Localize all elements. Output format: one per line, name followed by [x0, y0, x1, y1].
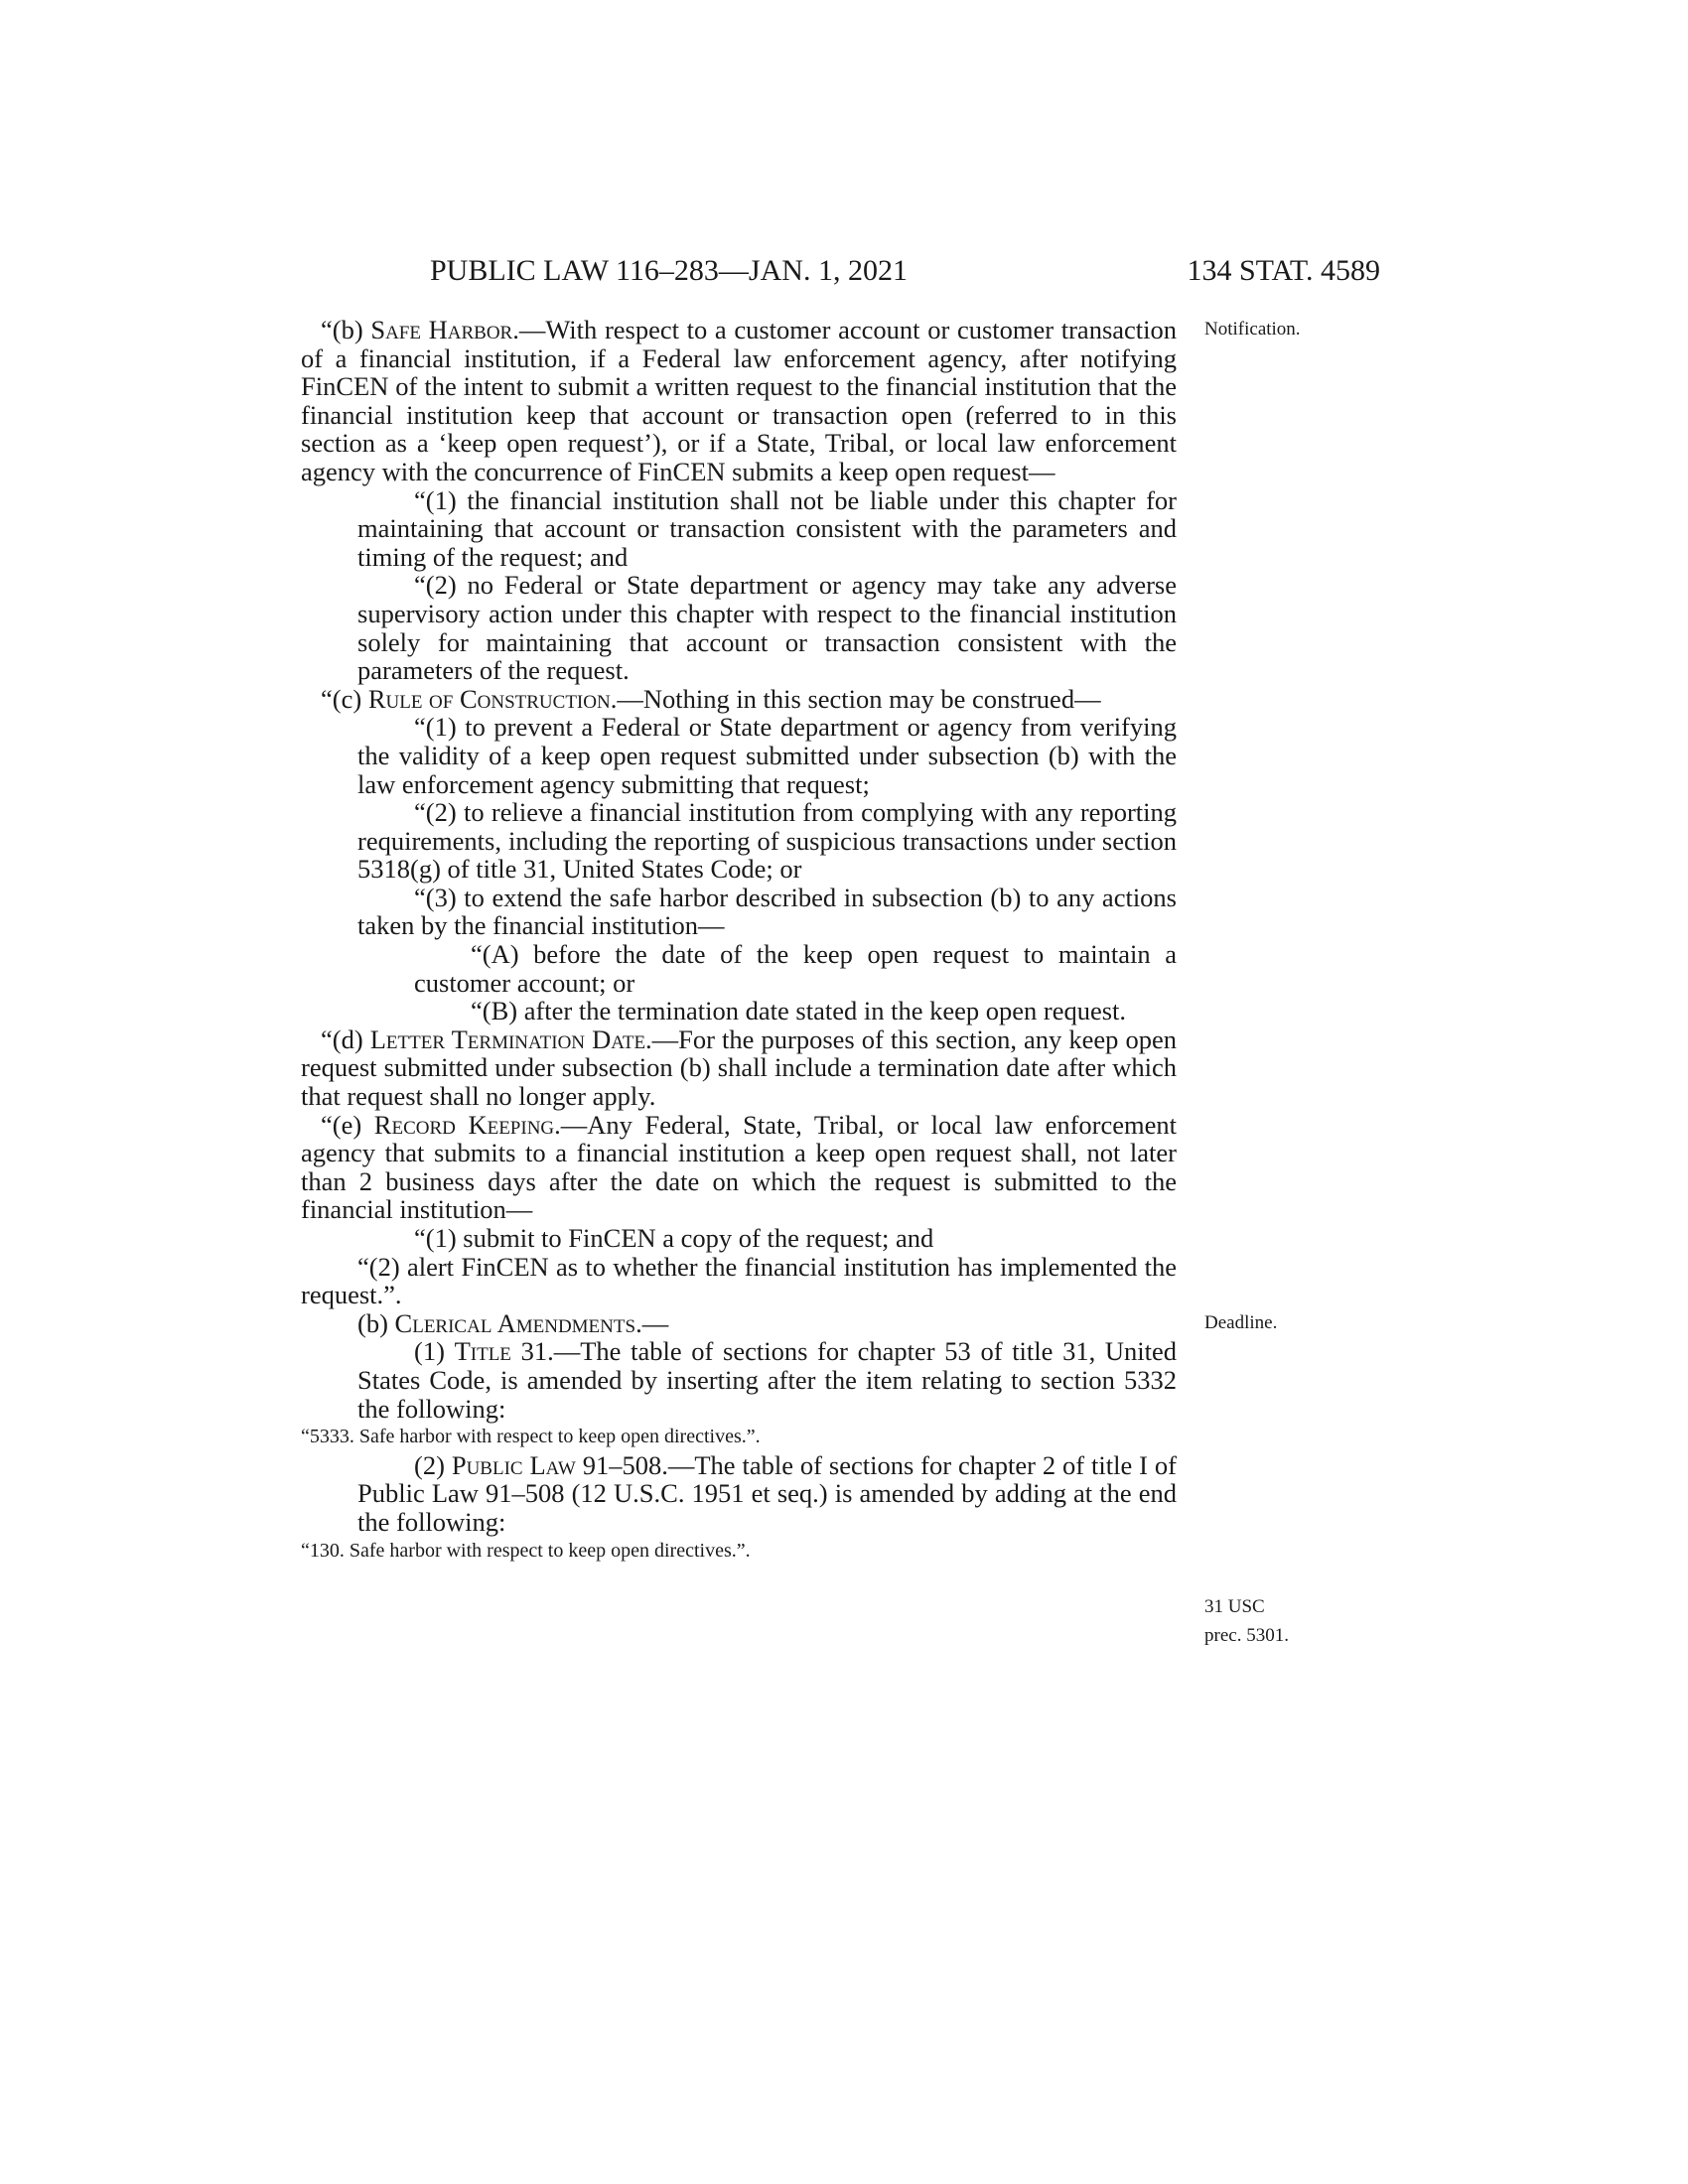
- paragraph-title-31: (1) Title 31.—The table of sections for chapter 53 of title 31, United States Code, is amended by inserting after the item relating to section 5332 the following:: [357, 1336, 1177, 1424]
- toc-entry-5333: “5333. Safe harbor with respect to keep open directives.”.: [301, 1426, 761, 1448]
- paragraph-c1: “(1) to prevent a Federal or State department or agency from verifying the validity of a keep open request submitted under subsection (b) with the law enforcement agency submitting that request;: [357, 712, 1177, 799]
- paragraph-clerical-amendments: (b) Clerical Amendments.—: [357, 1307, 669, 1338]
- paragraph-c3a: “(A) before the date of the keep open request to maintain a customer account; or: [414, 939, 1177, 998]
- paragraph-b-safe-harbor: “(b) Safe Harbor.—With respect to a customer account or customer transaction of a financial institution, if a Federal law enforcement agency, after notifying FinCEN of the intent to submit a written request to the financial institution that the financial institution keep that account or transaction open (referred to in this section as a ‘keep open request’), or if a State, Tribal, or local law enforcement agency with the concurrence of FinCEN submits a keep open request—: [301, 315, 1178, 486]
- paragraph-c-rule-of-construction: “(c) Rule of Construction.—Nothing in this section may be construed—: [321, 683, 1101, 714]
- page-header: [298, 250, 1380, 292]
- heading-letter-termination-date: Letter Termination Date: [369, 1024, 646, 1054]
- margin-note-usc: [1204, 1593, 1289, 1650]
- margin-note-usc-line2: prec. 5301.: [1204, 1624, 1289, 1646]
- heading-rule-of-construction: Rule of Construction: [367, 683, 611, 714]
- statute-page-number: 134 STAT. 4589: [1187, 254, 1380, 287]
- paragraph-b2: “(2) no Federal or State department or agency may take any adverse supervisory action under this chapter with respect to the financial institution solely for maintaining that account or transaction consistent with the parameters of the request.: [357, 570, 1177, 686]
- margin-note-usc-line1: 31 USC: [1204, 1596, 1265, 1617]
- paragraph-e-record-keeping: “(e) Record Keeping.—Any Federal, State, Tribal, or local law enforcement agency that submits to a financial institution a keep open request shall, not later than 2 business days after the date on which the request is submitted to the financial institution—: [301, 1109, 1177, 1225]
- paragraph-e1: “(1) submit to FinCEN a copy of the request; and: [414, 1223, 934, 1253]
- public-law-title: PUBLIC LAW 116–283—JAN. 1, 2021: [430, 254, 908, 287]
- heading-safe-harbor: Safe Harbor: [370, 315, 513, 344]
- paragraph-c2: “(2) to relieve a financial institution from complying with any reporting requirements, including the reporting of suspicious transactions under section 5318(g) of title 31, United States Code; or: [357, 797, 1177, 885]
- paragraph-public-law-91-508: (2) Public Law 91–508.—The table of sections for chapter 2 of title I of Public Law 91–508 (12 U.S.C. 1951 et seq.) is amended by adding at the end the following:: [357, 1449, 1177, 1537]
- paragraph-d-letter-termination-date: “(d) Letter Termination Date.—For the purposes of this section, any keep open request submitted under subsection (b) shall include a termination date after which that request shall no longer apply.: [301, 1024, 1177, 1112]
- paragraph-b1: “(1) the financial institution shall not be liable under this chapter for maintaining that account or transaction consistent with the parameters and timing of the request; and: [357, 484, 1177, 572]
- margin-note-notification: Notification.: [1204, 319, 1301, 340]
- toc-entry-130: “130. Safe harbor with respect to keep open directives.”.: [301, 1539, 751, 1562]
- paragraph-c3b: “(B) after the termination date stated in the keep open request.: [471, 996, 1127, 1026]
- heading-record-keeping: Record Keeping: [373, 1109, 555, 1140]
- paragraph-c3: “(3) to extend the safe harbor described in subsection (b) to any actions taken by the financial institution—: [357, 882, 1177, 941]
- heading-public-law-91-508: Public Law 91–508: [451, 1449, 662, 1480]
- statute-body: [301, 316, 1177, 1565]
- paragraph-e2: “(2) alert FinCEN as to whether the financial institution has implemented the request.”.: [301, 1251, 1177, 1310]
- margin-note-deadline: Deadline.: [1204, 1312, 1278, 1333]
- heading-clerical-amendments: Clerical Amendments: [394, 1307, 636, 1338]
- heading-title-31: Title 31: [454, 1336, 548, 1367]
